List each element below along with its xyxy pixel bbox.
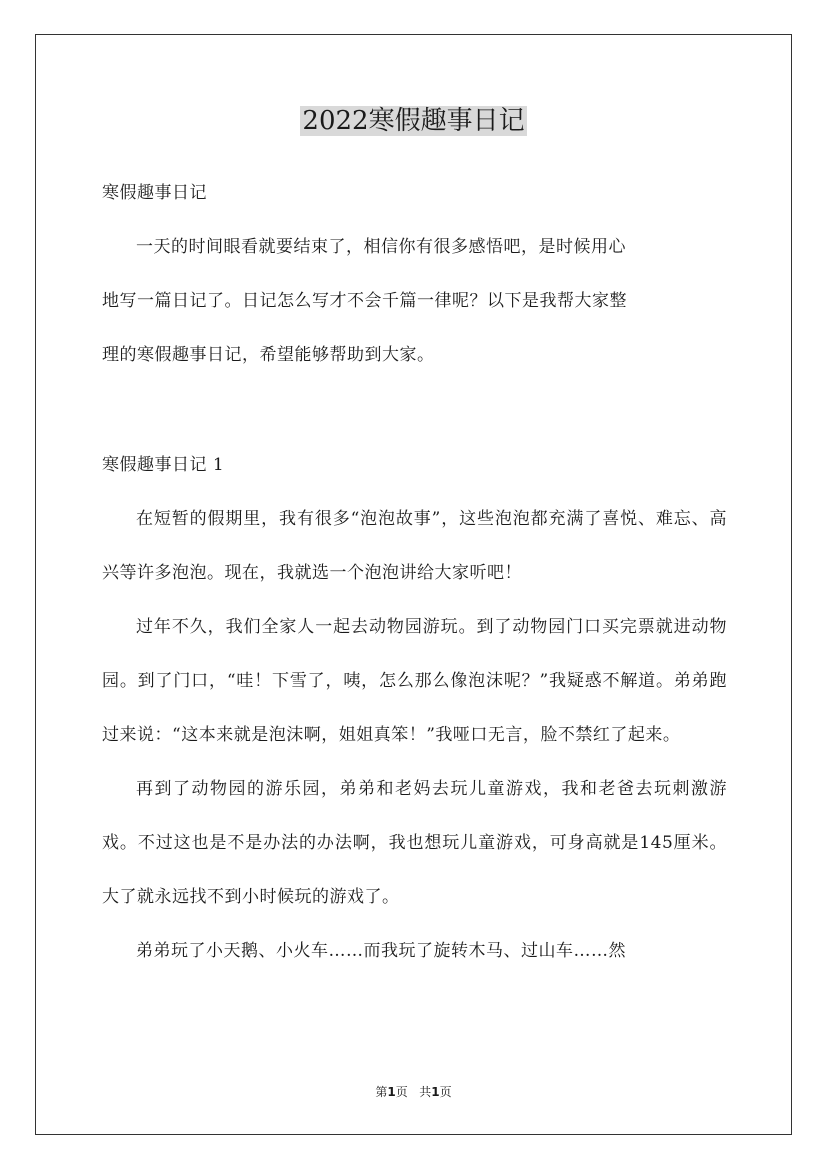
body-paragraph: 弟弟玩了小天鹅、小火车……而我玩了旋转木马、过山车……然 [136, 941, 626, 961]
body-paragraph: 再到了动物园的游乐园，弟弟和老妈去玩儿童游戏，我和老爸去玩刺激游戏。不过这也是不是办法的办法啊，我也想玩儿童游戏，可身高就是145厘米。大了就永远找不到小时候玩的游戏了。 [102, 779, 727, 907]
intro-paragraph [102, 220, 727, 382]
intro-line: 一天的时间眼看就要结束了，相信你有很多感悟吧，是时候用心 [136, 237, 626, 257]
footer-total-suffix: 页 [439, 1085, 452, 1099]
intro-line: 地写一篇日记了。日记怎么写才不会千篇一律呢？以下是我帮大家整 [102, 291, 627, 311]
intro-heading: 寒假趣事日记 [102, 183, 207, 203]
section-heading: 寒假趣事日记 1 [102, 455, 225, 475]
footer-page-number: 1 [387, 1085, 396, 1099]
footer-page-prefix: 第 [375, 1085, 388, 1099]
body-paragraph: 在短暂的假期里，我有很多“泡泡故事”，这些泡泡都充满了喜悦、难忘、高兴等许多泡泡。现在，我就选一个泡泡讲给大家听吧！ [102, 509, 727, 583]
footer-total-prefix: 共 [419, 1085, 432, 1099]
footer-page-suffix: 页 [395, 1085, 408, 1099]
page-footer [0, 1083, 827, 1101]
document-title-text: 2022寒假趣事日记 [302, 106, 525, 136]
body-paragraph: 过年不久，我们全家人一起去动物园游玩。到了动物园门口买完票就进动物园。到了门口，“哇！下雪了，咦，怎么那么像泡沫呢？”我疑惑不解道。弟弟跑过来说：“这本来就是泡沫啊，姐姐真笨！”我哑口无言，脸不禁红了起来。 [102, 617, 727, 745]
footer-total-number: 1 [431, 1085, 440, 1099]
section-block [102, 438, 727, 978]
intro-line: 理的寒假趣事日记，希望能够帮助到大家。 [102, 345, 435, 365]
intro-block [102, 166, 727, 382]
document-title [0, 100, 827, 142]
